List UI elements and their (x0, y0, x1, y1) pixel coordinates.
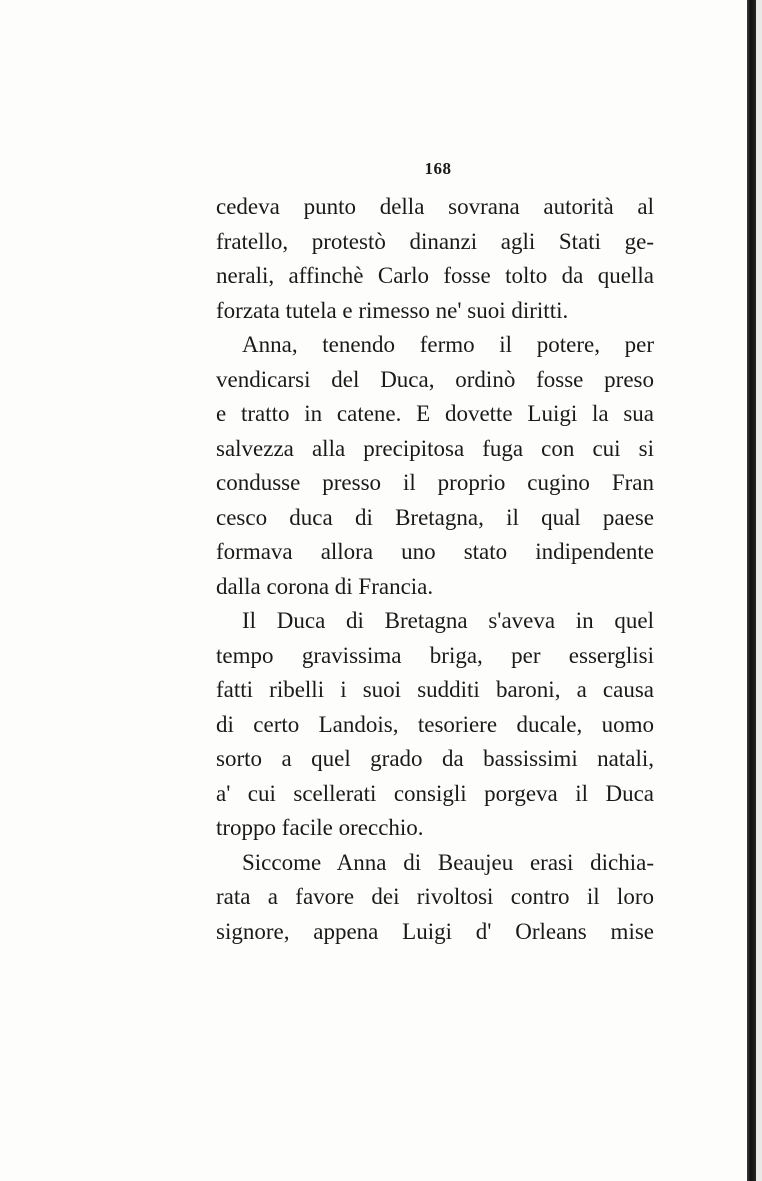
text-line: condusse presso il proprio cugino Fran (216, 470, 654, 495)
text-line: fatti ribelli i suoi sudditi baroni, a causa (216, 677, 654, 702)
text-line: forzata tutela e rimesso ne' suoi diritti. (216, 297, 569, 323)
text-line: salvezza alla precipitosa fuga con cui si (216, 435, 654, 461)
text-line: vendicarsi del Duca, ordinò fosse preso (216, 366, 654, 392)
text-line: cedeva punto della sovrana autorità al (216, 194, 654, 219)
text-line: fratello, protestò dinanzi agli Stati ge- (216, 228, 654, 254)
text-line: Il Duca di Bretagna s'aveva in quel (242, 608, 654, 633)
text-line: formava allora uno stato indipendente (216, 539, 654, 564)
text-line: nerali, affinchè Carlo fosse tolto da quella (216, 263, 654, 288)
text-line: sorto a quel grado da bassissimi natali, (216, 746, 654, 771)
text-line: tempo gravissima briga, per esserglisi (216, 642, 654, 668)
body-text (216, 190, 654, 949)
text-line: a' cui scellerati consigli porgeva il Duca (216, 780, 654, 806)
text-line: signore, appena Luigi d' Orleans mise (216, 918, 654, 944)
text-line: rata a favore dei rivoltosi contro il loro (216, 884, 654, 909)
text-line: Anna, tenendo fermo il potere, per (242, 332, 654, 357)
text-line: di certo Landois, tesoriere ducale, uomo (216, 711, 654, 737)
page-number: 168 (424, 159, 452, 178)
text-line: Siccome Anna di Beaujeu erasi dichia- (242, 849, 654, 875)
text-line: troppo facile orecchio. (216, 815, 424, 840)
text-line: dalla corona di Francia. (216, 573, 434, 599)
text-line: e tratto in catene. E dovette Luigi la sua (216, 401, 654, 426)
text-line: cesco duca di Bretagna, il qual paese (216, 504, 654, 530)
